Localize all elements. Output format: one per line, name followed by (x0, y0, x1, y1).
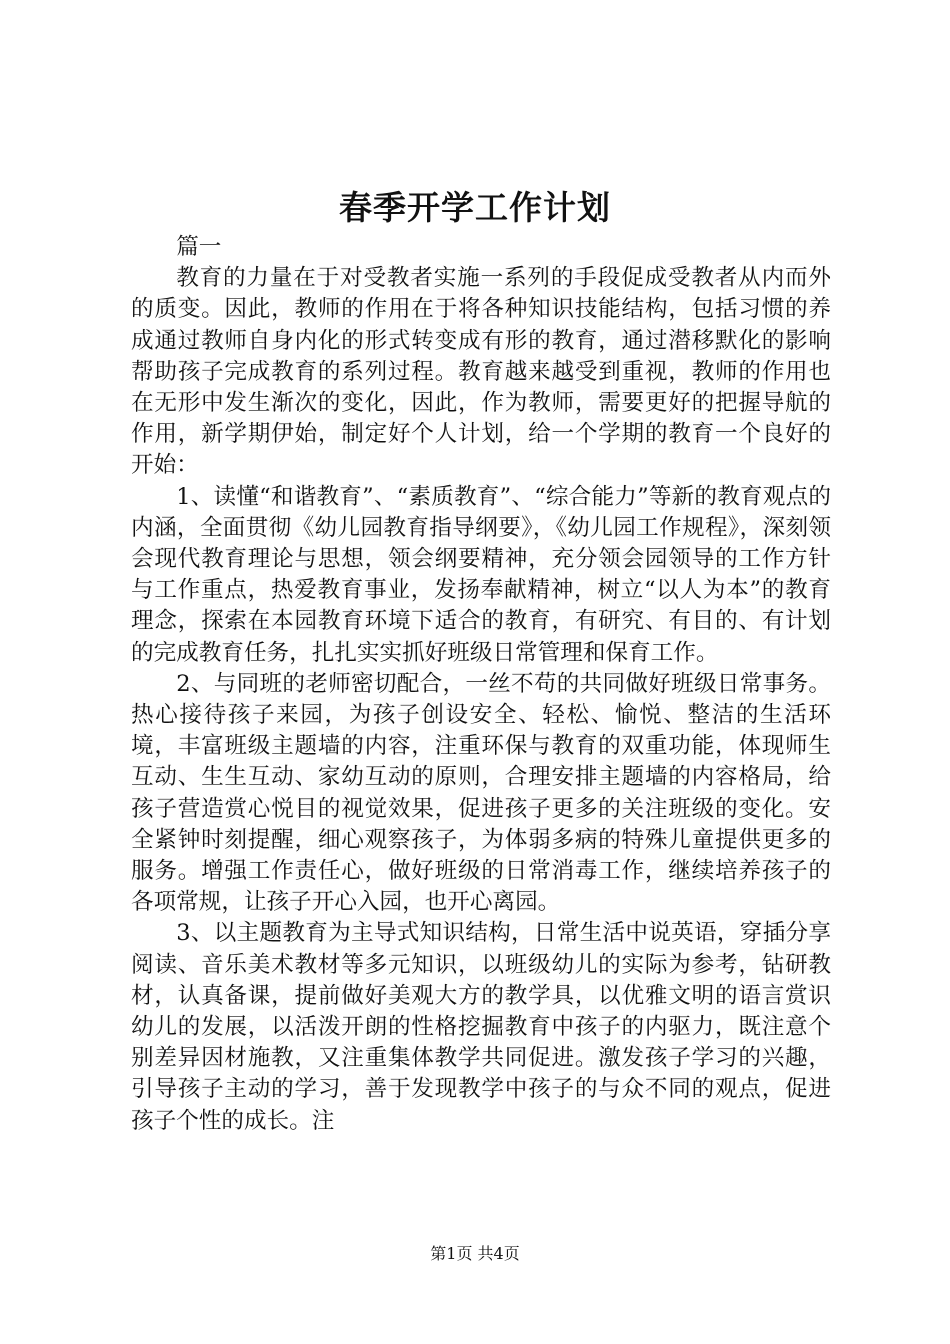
section-heading: 篇一 (176, 234, 222, 260)
paragraph-item-1: 1、读懂“和谐教育”、“素质教育”、“综合能力”等新的教育观点的内涵，全面贯彻《幼儿园教育指导纲要》，《幼儿园工作规程》，深刻领会现代教育理论与思想，领会纲要精神，充分领会园领导的工作方针与工作重点，热爱教育事业，发扬奉献精神，树立“以人为本”的教育理念，探索在本园教育环境下适合的教育，有研究、有目的、有计划的完成教育任务，扎扎实实抓好班级日常管理和保育工作。 (131, 483, 831, 666)
paragraph-intro: 教育的力量在于对受教者实施一系列的手段促成受教者从内而外的质变。因此，教师的作用在于将各种知识技能结构，包括习惯的养成通过教师自身内化的形式转变成有形的教育，通过潜移默化的影响帮助孩子完成教育的系列过程。教育越来越受到重视，教师的作用也在无形中发生渐次的变化，因此，作为教师，需要更好的把握导航的作用，新学期伊始，制定好个人计划，给一个学期的教育一个良好的开始： (131, 265, 831, 479)
page-footer (0, 1242, 950, 1266)
document-body (131, 232, 831, 1137)
page-number: 第1页 共4页 (430, 1244, 520, 1263)
paragraph-item-2: 2、与同班的老师密切配合，一丝不苟的共同做好班级日常事务。热心接待孩子来园，为孩子创设安全、轻松、愉悦、整洁的生活环境，丰富班级主题墙的内容，注重环保与教育的双重功能，体现师生互动、生生互动、家幼互动的原则，合理安排主题墙的内容格局，给孩子营造赏心悦目的视觉效果，促进孩子更多的关注班级的变化。安全紧钟时刻提醒，细心观察孩子，为体弱多病的特殊儿童提供更多的服务。增强工作责任心，做好班级的日常消毒工作，继续培养孩子的各项常规，让孩子开心入园，也开心离园。 (131, 670, 831, 916)
document-title: 春季开学工作计划 (339, 188, 611, 227)
paragraph-item-3: 3、以主题教育为主导式知识结构，日常生活中说英语，穿插分享阅读、音乐美术教材等多元知识，以班级幼儿的实际为参考，钻研教材，认真备课，提前做好美观大方的教学具，以优雅文明的语言赏识幼儿的发展，以活泼开朗的性格挖掘教育中孩子的内驱力，既注意个别差异因材施教，又注重集体教学共同促进。激发孩子学习的兴趣，引导孩子主动的学习，善于发现教学中孩子的与众不同的观点，促进孩子个性的成长。注 (131, 920, 831, 1134)
